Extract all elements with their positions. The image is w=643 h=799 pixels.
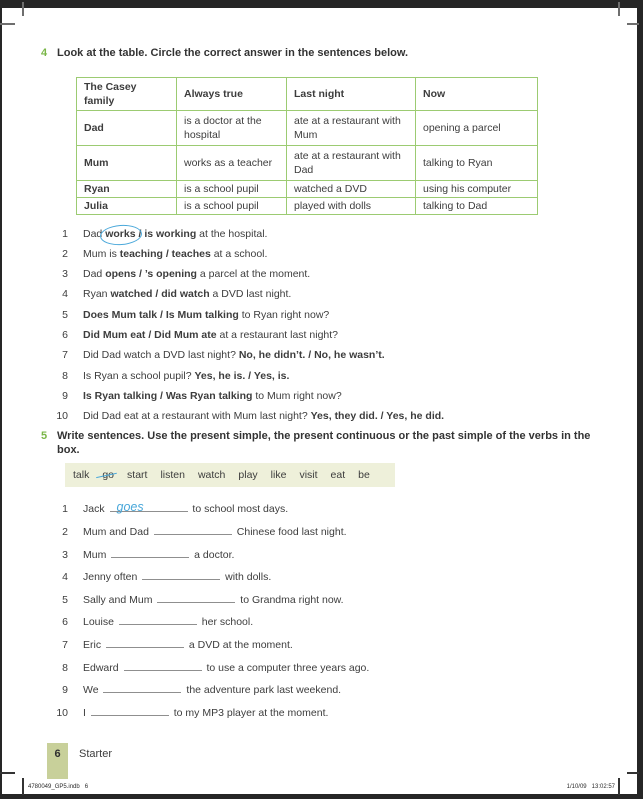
answer-blank xyxy=(106,638,184,648)
table-cell: works as a teacher xyxy=(177,145,287,180)
sentence-item xyxy=(41,570,606,584)
sentence-segment: Jack xyxy=(83,503,108,516)
sentence-segment: We xyxy=(83,684,102,697)
sentence-number: 10 xyxy=(56,706,68,719)
sentence-number: 4 xyxy=(62,288,68,301)
table-row xyxy=(77,110,538,145)
sentence-number: 8 xyxy=(62,369,68,382)
exercise-4 xyxy=(41,47,606,423)
answer-blank xyxy=(154,525,232,535)
answer-blank xyxy=(103,683,181,693)
sentence-segment: opens / ’s opening xyxy=(105,268,197,281)
sentence-segment: Sally and Mum xyxy=(83,593,156,606)
crop-mark xyxy=(627,23,639,25)
table-cell: is a doctor at the hospital xyxy=(177,110,287,145)
sentence-text xyxy=(83,615,253,629)
word-box-word: like xyxy=(270,469,287,482)
sentence-segment: I xyxy=(83,706,89,719)
answer-blank xyxy=(124,661,202,671)
crop-mark xyxy=(618,778,620,795)
sentence-text xyxy=(83,525,347,539)
sentence-segment: Ryan xyxy=(83,288,111,301)
table-header-cell: The Casey family xyxy=(77,77,177,110)
sentence-text xyxy=(83,370,289,383)
sentence-item xyxy=(41,661,606,675)
crop-mark xyxy=(627,772,639,774)
sentence-number: 3 xyxy=(62,268,68,281)
sentence-item xyxy=(41,706,606,720)
sentence-segment: Dad xyxy=(83,268,106,281)
sentence-item xyxy=(41,683,606,697)
section-label: Starter xyxy=(79,748,113,760)
sentence-text xyxy=(83,248,267,261)
exercise-4-heading xyxy=(41,47,606,61)
sentence-text xyxy=(83,309,329,322)
exercise-instruction: Look at the table. Circle the correct answer in the sentences below. xyxy=(57,47,409,59)
page-frame-right xyxy=(637,0,643,799)
table-header-cell: Now xyxy=(416,77,538,110)
exercise-5-heading xyxy=(41,430,606,457)
sentence-number: 3 xyxy=(62,548,68,561)
page-content xyxy=(41,47,606,728)
crop-mark xyxy=(0,772,15,774)
sentence-text xyxy=(83,410,444,423)
sentence-number: 7 xyxy=(62,639,68,652)
sentence-segment: Louise xyxy=(83,616,117,629)
sentence-item xyxy=(41,349,606,362)
word-box-word: start xyxy=(127,469,148,482)
sentence-number: 5 xyxy=(62,308,68,321)
answer-blank xyxy=(111,548,189,558)
sentence-segment: Edward xyxy=(83,661,122,674)
word-box-word: play xyxy=(238,469,258,482)
sentence-number: 2 xyxy=(62,526,68,539)
sentence-number: 5 xyxy=(62,593,68,606)
sentence-number: 9 xyxy=(62,389,68,402)
sentence-segment: at a restaurant last night? xyxy=(216,328,338,341)
sentence-segment: teaching / teaches xyxy=(119,247,211,260)
sentence-item xyxy=(41,329,606,342)
sentence-segment: Jenny often xyxy=(83,571,141,584)
sentence-text xyxy=(83,706,328,720)
sentence-text xyxy=(83,349,385,362)
exercise-5 xyxy=(41,430,606,719)
sentence-segment: to Ryan right now? xyxy=(238,308,330,321)
table-cell: watched a DVD xyxy=(287,180,416,197)
sentence-item xyxy=(41,593,606,607)
word-box-word: talk xyxy=(73,469,90,482)
crop-mark xyxy=(0,23,15,25)
exercise-number: 5 xyxy=(41,430,48,443)
sentence-segment: a doctor. xyxy=(191,548,235,561)
sentence-item xyxy=(41,309,606,322)
word-box-word: listen xyxy=(160,469,185,482)
sentence-number: 7 xyxy=(62,349,68,362)
sentence-item xyxy=(41,268,606,281)
crop-mark xyxy=(618,2,620,16)
sentence-segment: Yes, he is. / Yes, is. xyxy=(194,369,290,382)
sentence-segment: to my MP3 player at the moment. xyxy=(170,706,329,719)
print-file-info: 4780049_GP5.indb 6 xyxy=(28,784,89,790)
table-header-cell: Last night xyxy=(287,77,416,110)
answer-blank xyxy=(110,500,188,515)
table-cell: Dad xyxy=(77,110,177,145)
table-cell: ate at a restaurant with Dad xyxy=(287,145,416,180)
page-frame-bottom xyxy=(0,794,643,799)
answer-blank xyxy=(91,706,169,716)
sentence-item xyxy=(41,228,606,241)
sentence-text xyxy=(83,683,341,697)
table-cell: is a school pupil xyxy=(177,197,287,214)
answer-blank xyxy=(119,615,197,625)
page-frame-top xyxy=(0,0,643,8)
sentence-segment: Did Dad eat at a restaurant with Mum last night? xyxy=(83,410,311,423)
sentence-segment: is working xyxy=(144,227,197,240)
page-footer xyxy=(47,743,112,779)
table-cell: Mum xyxy=(77,145,177,180)
verb-word-box xyxy=(65,463,395,487)
exercise-instruction: Write sentences. Use the present simple, the present continuous or the past simple of the verbs in the box. xyxy=(57,430,591,456)
table-cell: opening a parcel xyxy=(416,110,538,145)
sentence-segment: No, he didn’t. / No, he wasn’t. xyxy=(238,349,385,362)
circled-answer: works xyxy=(105,227,136,240)
sentence-segment: her school. xyxy=(198,616,254,629)
sentence-segment: to school most days. xyxy=(189,503,289,516)
sentence-segment: Mum is xyxy=(83,247,120,260)
word-box-word: watch xyxy=(197,469,226,482)
page-frame-left xyxy=(0,0,2,799)
sentence-segment: Did Mum eat / Did Mum ate xyxy=(83,328,217,341)
sentence-item xyxy=(41,638,606,652)
sentence-segment: a DVD at the moment. xyxy=(186,639,293,652)
sentence-text xyxy=(83,548,234,562)
sentence-number: 8 xyxy=(62,661,68,674)
sentence-segment: Did Dad watch a DVD last night? xyxy=(83,349,239,362)
sentence-segment: Is Ryan talking / Was Ryan talking xyxy=(83,389,253,402)
sentence-segment: to use a computer three years ago. xyxy=(203,661,370,674)
sentence-item xyxy=(41,248,606,261)
sentence-segment: Yes, they did. / Yes, he did. xyxy=(310,410,445,423)
sentence-segment: to Grandma right now. xyxy=(237,593,344,606)
sentence-item xyxy=(41,370,606,383)
table-row xyxy=(77,145,538,180)
sentence-number: 9 xyxy=(62,684,68,697)
sentence-item xyxy=(41,548,606,562)
sentence-number: 6 xyxy=(62,328,68,341)
sentence-segment: at a school. xyxy=(210,247,268,260)
table-header-row xyxy=(77,77,538,110)
sentence-item xyxy=(41,615,606,629)
exercise-number: 4 xyxy=(41,47,48,59)
exercise-4-sentences xyxy=(41,228,606,424)
answer-blank xyxy=(157,593,235,603)
crop-mark xyxy=(22,778,24,795)
table-cell: talking to Dad xyxy=(416,197,538,214)
sentence-segment: a DVD last night. xyxy=(209,288,292,301)
sentence-text xyxy=(83,570,271,584)
page-number-box xyxy=(47,743,68,779)
sentence-text xyxy=(83,288,291,301)
sentence-number: 4 xyxy=(62,571,68,584)
sentence-item xyxy=(41,288,606,301)
sentence-segment: Mum and Dad xyxy=(83,526,152,539)
sentence-segment: at the hospital. xyxy=(196,227,268,240)
sentence-segment: a parcel at the moment. xyxy=(196,268,311,281)
word-box-word: eat xyxy=(330,469,346,482)
exercise-5-sentences xyxy=(41,502,606,719)
word-box-word: visit xyxy=(299,469,318,482)
sentence-segment: Is Ryan a school pupil? xyxy=(83,369,195,382)
sentence-text xyxy=(83,268,310,281)
answer-blank xyxy=(142,570,220,580)
word-box-word: be xyxy=(358,469,370,482)
sentence-item xyxy=(41,502,606,516)
table-header-cell: Always true xyxy=(177,77,287,110)
table-cell: is a school pupil xyxy=(177,180,287,197)
sentence-text xyxy=(83,661,369,675)
sentence-segment: Chinese food last night. xyxy=(233,526,347,539)
sentence-segment: Dad xyxy=(83,227,106,240)
sentence-number: 2 xyxy=(62,247,68,260)
table-cell: using his computer xyxy=(416,180,538,197)
sentence-item xyxy=(41,410,606,423)
table-row xyxy=(77,180,538,197)
sentence-text xyxy=(83,228,267,241)
table-cell: Julia xyxy=(77,197,177,214)
sentence-text xyxy=(83,329,338,342)
sentence-text xyxy=(83,502,288,516)
table-row xyxy=(77,197,538,214)
handwritten-answer: goes xyxy=(116,500,144,515)
sentence-text xyxy=(83,638,293,652)
table-cell: played with dolls xyxy=(287,197,416,214)
sentence-segment: with dolls. xyxy=(222,571,272,584)
crossed-out-word: go xyxy=(102,469,115,482)
crop-mark xyxy=(22,2,24,16)
sentence-text xyxy=(83,593,344,607)
sentence-item xyxy=(41,390,606,403)
casey-family-table xyxy=(76,77,538,215)
sentence-segment: / xyxy=(135,227,145,240)
sentence-number: 1 xyxy=(62,227,68,240)
sentence-segment: Mum xyxy=(83,548,110,561)
page-number: 6 xyxy=(54,748,61,760)
sentence-segment: Eric xyxy=(83,639,104,652)
sentence-item xyxy=(41,525,606,539)
table-cell: Ryan xyxy=(77,180,177,197)
table-cell: talking to Ryan xyxy=(416,145,538,180)
sentence-segment: the adventure park last weekend. xyxy=(183,684,342,697)
sentence-text xyxy=(83,390,342,403)
sentence-segment: Does Mum talk / Is Mum talking xyxy=(83,308,239,321)
sentence-segment: to Mum right now? xyxy=(252,389,342,402)
sentence-number: 6 xyxy=(62,616,68,629)
sentence-segment: watched / did watch xyxy=(110,288,210,301)
print-timestamp: 1/10/09 13:02:57 xyxy=(566,784,615,790)
table-cell: ate at a restaurant with Mum xyxy=(287,110,416,145)
sentence-number: 10 xyxy=(56,410,68,423)
sentence-number: 1 xyxy=(62,503,68,516)
